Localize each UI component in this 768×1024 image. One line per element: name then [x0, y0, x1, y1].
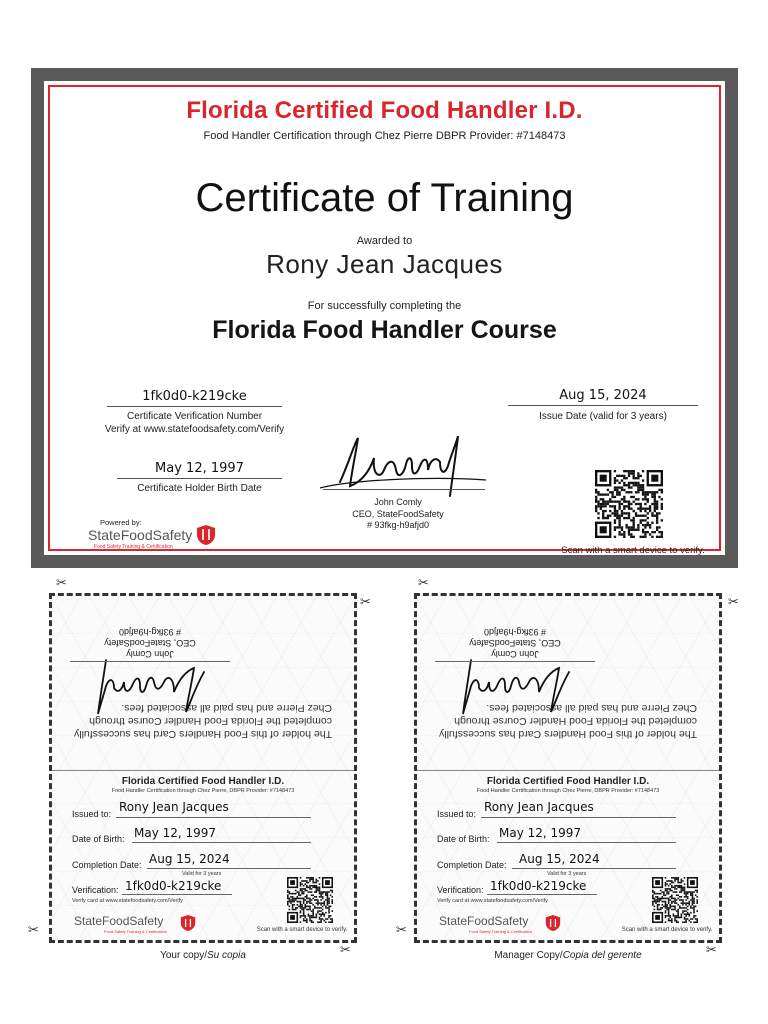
scissors-icon: ✂: [56, 576, 67, 591]
certificate-paper: [44, 81, 725, 555]
dob-label: Date of Birth:: [72, 834, 125, 844]
wallet-card-manager-copy: [414, 593, 722, 943]
card-signature: [439, 658, 589, 718]
signature-line: [323, 489, 485, 490]
scissors-icon: ✂: [360, 595, 371, 610]
card-inner: [417, 596, 719, 940]
card-signature: [74, 658, 224, 718]
verify-url: Verify card at www.statefoodsafety.com/Verify: [72, 898, 183, 904]
card-signer-title: CEO, StateFoodSafety: [104, 638, 196, 648]
verification-number: 1fk0d0-k219cke: [142, 389, 247, 404]
card-logo-tagline: Food Safety Training & Certification: [104, 929, 167, 934]
wallet-card-your-copy: [49, 593, 357, 943]
card-signature-line: [435, 661, 595, 662]
certificate-body: [53, 90, 716, 556]
certificate-title: Florida Certified Food Handler I.D.: [186, 97, 583, 124]
certificate-heading: Certificate of Training: [195, 176, 574, 220]
verification-label: Verification:: [72, 885, 119, 895]
card-subtitle: Food Handler Certification through Chez Pierre, DBPR Provider: #7148473: [111, 788, 295, 794]
signer-id: # 93fkg-h9afjd0: [366, 520, 430, 530]
scissors-icon: ✂: [418, 576, 429, 591]
card-signer-name: John Comly: [126, 649, 174, 659]
issue-date-label: Issue Date (valid for 3 years): [539, 411, 667, 422]
card-back-rotated: [417, 596, 719, 770]
dob-value: May 12, 1997: [499, 826, 582, 840]
copy-label-manager-copy: [414, 950, 722, 961]
shield-icon: [196, 524, 216, 546]
card-statefoodsafety-logo: [439, 914, 579, 940]
copy-label-es: Copia del gerente: [562, 950, 642, 961]
scissors-icon: ✂: [28, 923, 39, 938]
dob-line: [497, 842, 676, 843]
certificate-subtitle: Food Handler Certification through Chez Pierre DBPR Provider: #7148473: [203, 130, 566, 142]
dob-label: Date of Birth:: [437, 834, 490, 844]
statefoodsafety-logo: [88, 518, 228, 558]
card-fold-line: [52, 770, 354, 771]
card-signer-block: [70, 626, 230, 659]
certificate-frame: [31, 68, 738, 568]
issued-to-line: [481, 817, 676, 818]
issue-date: Aug 15, 2024: [559, 388, 647, 403]
card-signer-block: [435, 626, 595, 659]
card-signer-name: John Comly: [491, 649, 539, 659]
certificate-red-border: [48, 85, 721, 556]
scissors-icon: ✂: [706, 943, 717, 958]
card-qr-code: [652, 877, 698, 923]
issued-to-line: [116, 817, 311, 818]
signer-title: CEO, StateFoodSafety: [352, 508, 444, 519]
birth-date: May 12, 1997: [155, 461, 244, 476]
valid-text: Valid for 3 years: [547, 871, 587, 877]
verification-line: [107, 406, 282, 407]
card-logo-tagline: Food Safety Training & Certification: [469, 929, 532, 934]
card-title: Florida Certified Food Handler I.D.: [486, 776, 650, 787]
completion-date-line: [147, 868, 311, 869]
verification-line: [487, 894, 597, 895]
awarded-to-label: Awarded to: [356, 235, 413, 247]
card-logo-name: StateFoodSafety: [439, 914, 529, 928]
verification-value: 1fk0d0-k219cke: [125, 879, 222, 893]
copy-label-your-copy: [49, 950, 357, 961]
scan-instruction: Scan with a smart device to verify.: [561, 545, 705, 556]
qr-code: [595, 470, 663, 538]
dob-line: [132, 842, 311, 843]
issued-to-label: Issued to:: [72, 809, 112, 819]
scissors-icon: ✂: [728, 595, 739, 610]
shield-icon: [545, 914, 561, 932]
card-scan-instruction: Scan with a smart device to verify.: [621, 927, 713, 933]
card-title: Florida Certified Food Handler I.D.: [121, 776, 285, 787]
completing-label: For successfully completing the: [307, 300, 462, 312]
issued-to-value: Rony Jean Jacques: [484, 800, 594, 814]
completion-date-value: Aug 15, 2024: [519, 852, 600, 866]
issued-to-label: Issued to:: [437, 809, 477, 819]
valid-text: Valid for 3 years: [182, 871, 222, 877]
verification-label: Certificate Verification Number: [126, 411, 263, 422]
verify-url: Verify at www.statefoodsafety.com/Verify: [104, 424, 285, 435]
card-statement: The holder of this Food Handlers Card has successfully completed the Florida Food Handler Course through Chez Pierre and has paid all associated fees.: [439, 702, 697, 740]
logo-name: StateFoodSafety: [88, 527, 193, 543]
card-logo-name: StateFoodSafety: [74, 914, 164, 928]
verification-value: 1fk0d0-k219cke: [490, 879, 587, 893]
verification-label: Verification:: [437, 885, 484, 895]
copy-label-en: Manager Copy/: [494, 950, 563, 961]
card-signer-id: # 93fkg-h9afjd0: [118, 627, 182, 637]
recipient-name: Rony Jean Jacques: [266, 249, 503, 279]
card-subtitle: Food Handler Certification through Chez Pierre, DBPR Provider: #7148473: [476, 788, 660, 794]
card-signature-line: [70, 661, 230, 662]
card-qr-code: [287, 877, 333, 923]
card-scan-instruction: Scan with a smart device to verify.: [256, 927, 348, 933]
card-statefoodsafety-logo: [74, 914, 214, 940]
birth-date-line: [117, 478, 282, 479]
course-name: Florida Food Handler Course: [212, 316, 557, 344]
dob-value: May 12, 1997: [134, 826, 217, 840]
card-inner: [52, 596, 354, 940]
card-fold-line: [417, 770, 719, 771]
verification-line: [122, 894, 232, 895]
logo-tagline: Food Safety Training & Certification: [94, 544, 173, 550]
completion-date-value: Aug 15, 2024: [149, 852, 230, 866]
card-back-rotated: [52, 596, 354, 770]
copy-label-en: Your copy/: [160, 950, 207, 961]
issue-date-line: [508, 405, 698, 406]
card-signer-title: CEO, StateFoodSafety: [469, 638, 561, 648]
signer-name: John Comly: [374, 497, 422, 507]
scissors-icon: ✂: [396, 923, 407, 938]
issued-to-value: Rony Jean Jacques: [119, 800, 229, 814]
card-signer-id: # 93fkg-h9afjd0: [483, 627, 547, 637]
powered-by-label: Powered by:: [100, 518, 142, 527]
copy-label-es: Su copia: [206, 950, 246, 961]
verify-url: Verify card at www.statefoodsafety.com/Verify: [437, 898, 548, 904]
card-statement: The holder of this Food Handlers Card has successfully completed the Florida Food Handler Course through Chez Pierre and has paid all associated fees.: [74, 702, 332, 740]
scissors-icon: ✂: [340, 943, 351, 958]
completion-date-line: [512, 868, 676, 869]
signer-block: [303, 497, 493, 532]
ceo-signature: [310, 430, 490, 498]
completion-date-label: Completion Date:: [72, 860, 142, 870]
completion-date-label: Completion Date:: [437, 860, 507, 870]
birth-date-label: Certificate Holder Birth Date: [137, 483, 262, 494]
shield-icon: [180, 914, 196, 932]
